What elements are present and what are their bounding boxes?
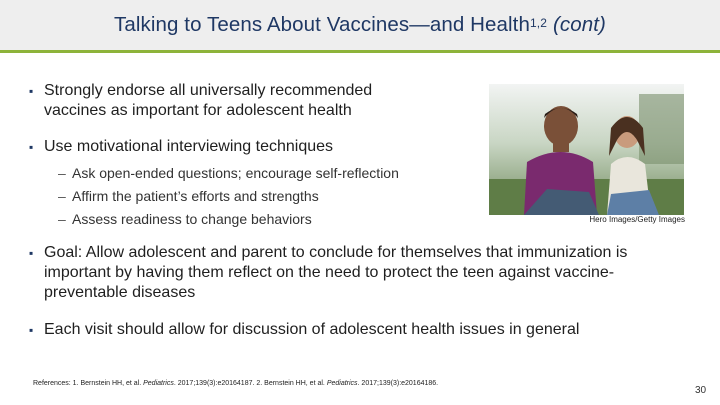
bullet-text: Each visit should allow for discussion of adolescent health issues in general xyxy=(44,321,580,338)
dash-icon: – xyxy=(58,165,66,181)
title-suffix: (cont) xyxy=(552,13,606,36)
title-accent-rule xyxy=(0,50,720,53)
references xyxy=(33,380,438,387)
sub-bullet-text: Assess readiness to change behaviors xyxy=(72,211,312,227)
square-bullet-icon: ▪ xyxy=(29,246,34,260)
sub-bullet-assess xyxy=(58,210,462,228)
bullet-each-visit xyxy=(29,320,684,340)
square-bullet-icon: ▪ xyxy=(29,84,34,98)
title-main: Talking to Teens About Vaccines—and Health xyxy=(114,13,530,36)
sub-bullet-open-ended xyxy=(58,164,462,182)
bullet-goal xyxy=(29,243,684,303)
bullet-endorse-vaccines xyxy=(29,81,434,121)
citation-2: . 2017;139(3):e20164186. xyxy=(357,380,439,387)
journal-name-1: Pediatrics xyxy=(143,380,174,387)
citation-1: . 2017;139(3):e20164187. 2. Bernstein HH, et al. xyxy=(173,380,325,387)
bullet-motivational-interviewing xyxy=(29,137,464,157)
sub-bullet-text: Affirm the patient’s efforts and strengths xyxy=(72,188,319,204)
bullet-text: Goal: Allow adolescent and parent to conclude for themselves that immunization is important by having them reflect on the need to protect the teen against vaccine-preventable diseases xyxy=(44,244,628,301)
references-lead: References: 1. Bernstein HH, et al. xyxy=(33,380,142,387)
square-bullet-icon: ▪ xyxy=(29,140,34,154)
slide-title xyxy=(0,0,720,50)
teens-photo xyxy=(489,84,684,215)
bullet-text: Use motivational interviewing techniques xyxy=(44,138,334,155)
image-credit: Hero Images/Getty Images xyxy=(589,215,685,224)
dash-icon: – xyxy=(58,211,66,227)
square-bullet-icon: ▪ xyxy=(29,323,34,337)
sub-bullet-text: Ask open-ended questions; encourage self-reflection xyxy=(72,165,399,181)
bullet-text: Strongly endorse all universally recommended vaccines as important for adolescent health xyxy=(44,82,373,119)
page-number: 30 xyxy=(695,385,707,396)
teens-photo-illustration xyxy=(489,84,684,215)
journal-name-2: Pediatrics xyxy=(326,380,358,387)
dash-icon: – xyxy=(58,188,66,204)
sub-bullet-affirm xyxy=(58,187,462,205)
title-superscript: 1,2 xyxy=(529,16,547,30)
